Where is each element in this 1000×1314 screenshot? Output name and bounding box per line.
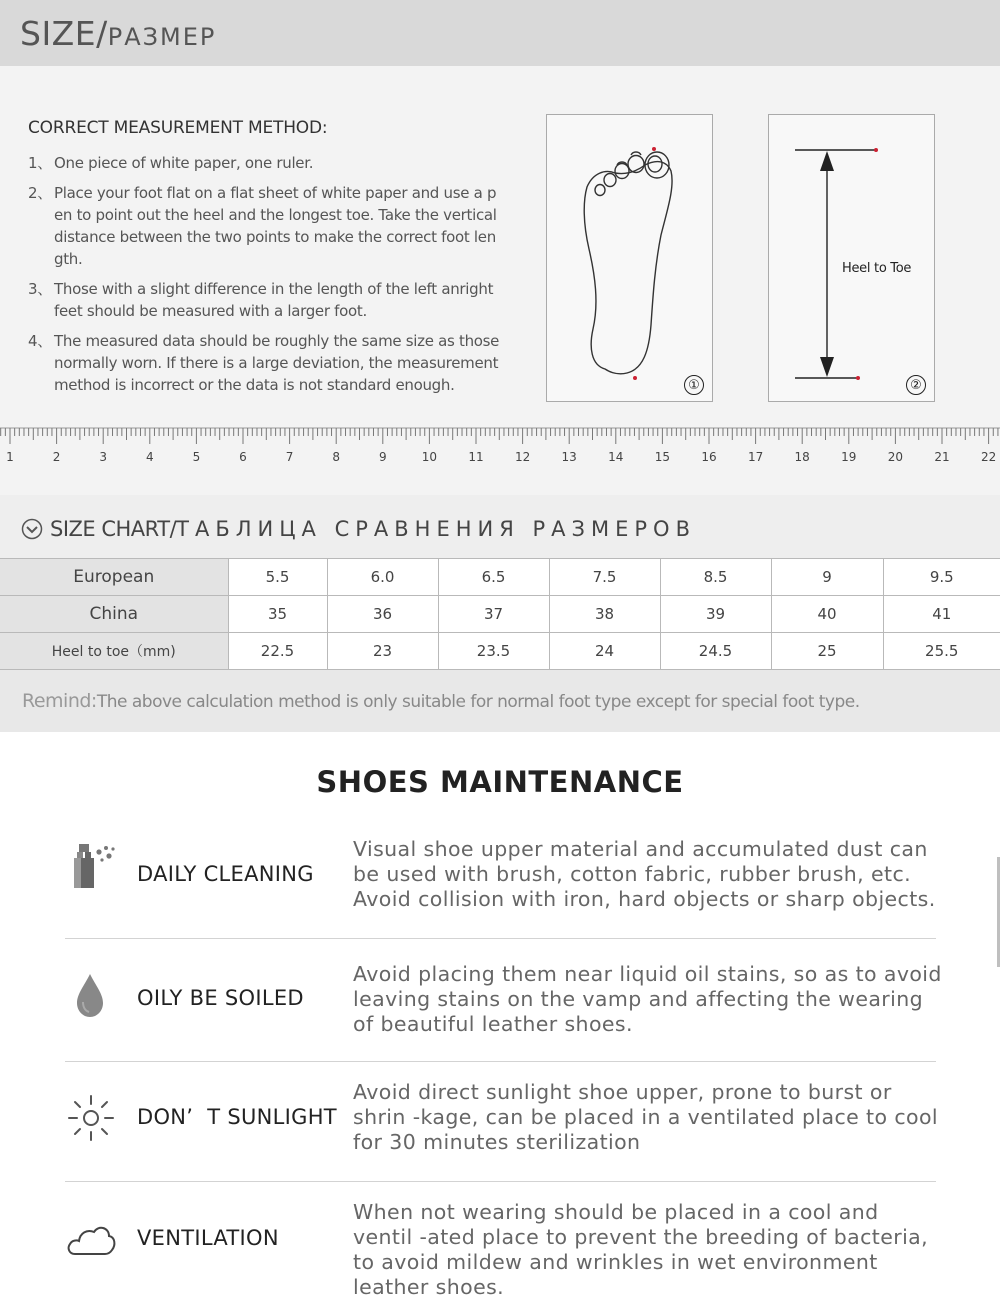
table-cell: 23 [327, 633, 438, 670]
ruler-number: 21 [934, 450, 950, 464]
maintenance-name: DAILY CLEANING [137, 862, 314, 886]
heel-point [633, 376, 637, 380]
table-cell: 36 [327, 596, 438, 633]
measurement-step [28, 278, 508, 322]
maintenance-desc: When not wearing should be placed in a cool and ventil -ated place to prevent the breeding of bacteria, to avoid mildew and wrinkles in wet environment leather shoes. [353, 1200, 929, 1299]
row-label: China [0, 596, 228, 633]
table-cell: 41 [883, 596, 1000, 633]
maintenance-name: VENTILATION [137, 1226, 279, 1250]
ruler-number: 6 [239, 450, 247, 464]
table-cell: 25.5 [883, 633, 1000, 670]
measurement-steps [28, 152, 508, 404]
table-cell: 37 [438, 596, 549, 633]
heel-to-toe-label: Heel to Toe [842, 261, 912, 276]
step-text: Place your foot flat on a flat sheet of white paper and use a p en to point out the heel and the longest toe. Take the vertical distance between the two points to make the correct foot len gth. [54, 184, 497, 268]
table-cell: 24.5 [660, 633, 771, 670]
chevron-down-icon [21, 518, 43, 540]
remind-text-wrap [22, 690, 860, 712]
cloud-icon [65, 1214, 117, 1266]
size-chart-title [50, 517, 696, 541]
divider [65, 938, 936, 939]
table-row [0, 633, 1000, 670]
maintenance-item-daily-cleaning [65, 832, 936, 954]
ruler-number: 9 [378, 450, 387, 464]
maintenance-item-oily [65, 956, 942, 1078]
ruler-number: 16 [701, 450, 717, 464]
ruler-number: 15 [654, 450, 671, 464]
table-row [0, 596, 1000, 633]
ruler-number: 20 [887, 450, 904, 464]
step-text: The measured data should be roughly the same size as those normally worn. If there is a large deviation, the measurement method is incorrect or the data is not standard enough. [54, 332, 500, 394]
table-cell: 40 [771, 596, 883, 633]
ruler-number: 10 [421, 450, 438, 464]
ruler-number: 4 [145, 450, 154, 464]
row-label: European [0, 559, 228, 596]
row-label: Heel to toe（mm) [0, 633, 228, 670]
table-cell: 22.5 [228, 633, 327, 670]
table-cell: 9.5 [883, 559, 1000, 596]
measurement-step [28, 182, 508, 270]
table-cell: 24 [549, 633, 660, 670]
table-cell: 8.5 [660, 559, 771, 596]
table-cell: 25 [771, 633, 883, 670]
divider [65, 1181, 936, 1182]
measurement-step [28, 330, 508, 396]
measurement-panel [0, 66, 1000, 495]
maintenance-desc: Avoid direct sunlight shoe upper, prone to burst or shrin -kage, can be placed in a ventilated place to cool for 30 minutes sterilization [353, 1080, 939, 1154]
ruler-number: 13 [561, 450, 577, 464]
table-cell: 39 [660, 596, 771, 633]
size-title-ru: РАЗМЕР [107, 23, 217, 51]
spray-bottle-icon [65, 840, 117, 892]
ruler-number: 11 [468, 450, 484, 464]
ruler-number: 8 [332, 450, 341, 464]
ruler-number: 12 [514, 450, 531, 464]
divider [65, 1061, 936, 1062]
step-text: Those with a slight difference in the length of the left anright feet should be measured with a larger foot. [54, 280, 494, 320]
maintenance-desc: Visual shoe upper material and accumulated dust can be used with brush, cotton fabric, rubber brush, etc. Avoid collision with iron, hard objects or sharp objects. [353, 837, 936, 911]
table-cell: 35 [228, 596, 327, 633]
table-cell: 6.5 [438, 559, 549, 596]
measurement-step [28, 152, 508, 174]
maintenance-title: SHOES MAINTENANCE [316, 765, 684, 799]
maintenance-item-ventilation [65, 1196, 936, 1314]
step-text: One piece of white paper, one ruler. [54, 154, 314, 172]
table-cell: 9 [771, 559, 883, 596]
toe-point [652, 147, 656, 151]
measure-arrow-icon [769, 115, 936, 403]
maintenance-name: OILY BE SOILED [137, 986, 304, 1010]
ruler [0, 426, 1000, 476]
size-title-en: SIZE/ [20, 14, 108, 53]
ruler-number: 1 [6, 450, 14, 464]
size-chart-title-ru: ТАБЛИЦА СРАВНЕНИЯ РАЗМЕРОВ [176, 517, 696, 541]
ruler-number: 7 [285, 450, 294, 464]
heel-to-toe-figure [768, 114, 935, 402]
measurement-title: CORRECT MEASUREMENT METHOD: [28, 118, 328, 138]
ruler-number: 14 [608, 450, 624, 464]
figure-number-1: ① [684, 375, 704, 395]
maintenance-name: DON’ T SUNLIGHT [137, 1105, 337, 1129]
sun-icon [65, 1092, 117, 1144]
figure-number-2: ② [906, 375, 926, 395]
table-row [0, 559, 1000, 596]
table-cell: 6.0 [327, 559, 438, 596]
size-chart-title-en: SIZE CHART/ [50, 517, 177, 541]
remind-lead: Remind: [22, 690, 97, 712]
ruler-number: 19 [841, 450, 857, 464]
ruler-number: 18 [794, 450, 810, 464]
oil-drop-icon [65, 970, 117, 1022]
ruler-number: 3 [99, 450, 108, 464]
remind-text: The above calculation method is only suitable for normal foot type except for special foot type. [96, 692, 860, 712]
ruler-number: 5 [192, 450, 201, 464]
size-title [20, 14, 216, 53]
remind-note [0, 670, 1000, 732]
table-cell: 5.5 [228, 559, 327, 596]
table-cell: 7.5 [549, 559, 660, 596]
size-table [0, 558, 1000, 670]
step-number: 2、 [28, 184, 52, 202]
step-number: 4、 [28, 332, 52, 350]
foot-figure [546, 114, 713, 402]
foot-outline-icon [547, 115, 714, 403]
step-number: 1、 [28, 154, 52, 172]
size-chart-header [0, 495, 1000, 558]
maintenance-item-sunlight [65, 1076, 939, 1198]
step-number: 3、 [28, 280, 52, 298]
maintenance-desc: Avoid placing them near liquid oil stains, so as to avoid leaving stains on the vamp and affecting the wearing of beautiful leather shoes. [353, 962, 942, 1036]
table-cell: 23.5 [438, 633, 549, 670]
table-cell: 38 [549, 596, 660, 633]
ruler-number: 22 [980, 450, 997, 464]
ruler-number: 2 [52, 450, 61, 464]
size-header [0, 0, 1000, 66]
ruler-number: 17 [747, 450, 764, 464]
